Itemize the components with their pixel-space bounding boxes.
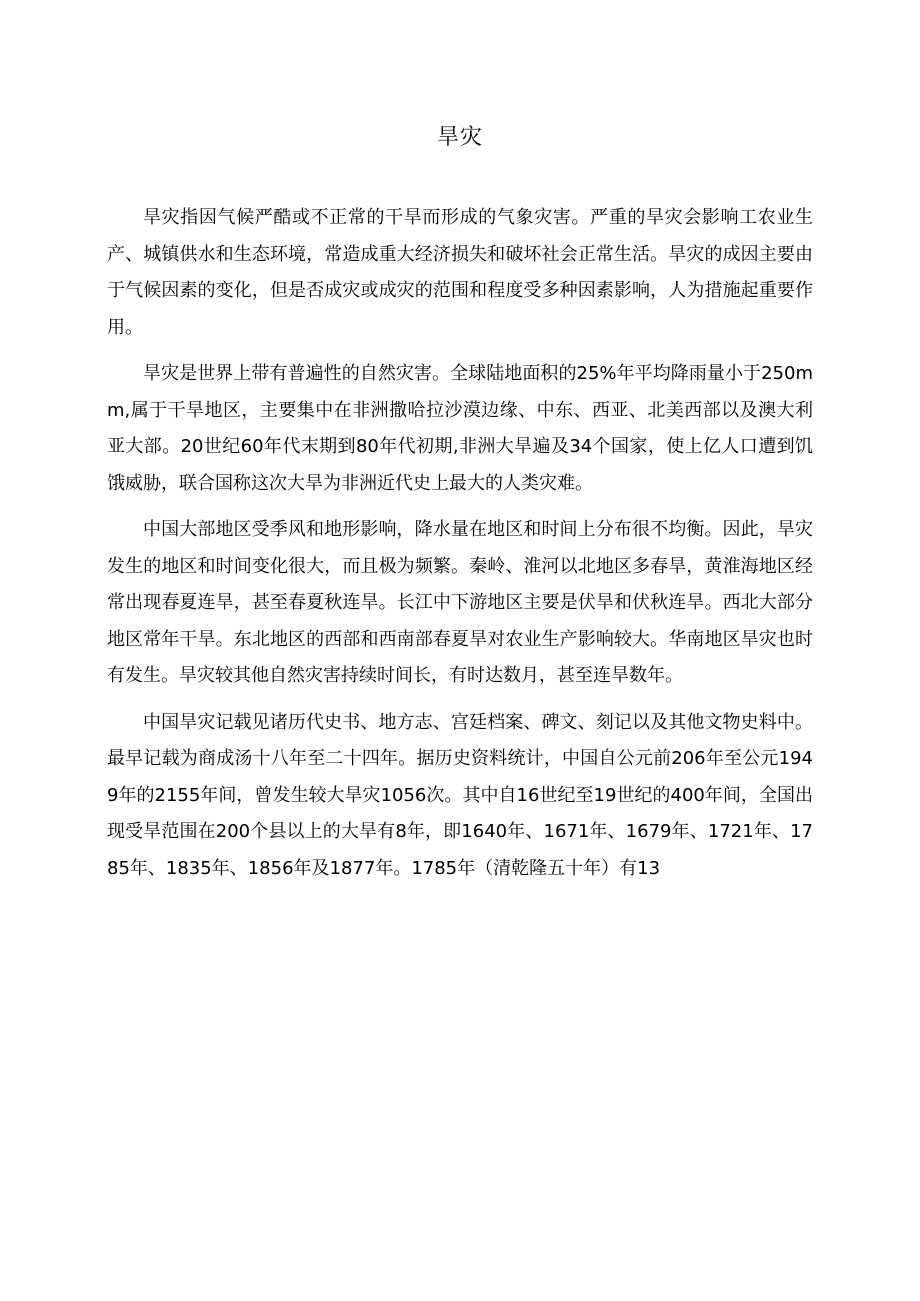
document-body bbox=[107, 200, 813, 897]
paragraph-1: 旱灾指因气候严酷或不正常的干旱而形成的气象灾害。严重的旱灾会影响工农业生产、城镇供水和生态环境，常造成重大经济损失和破坏社会正常生活。旱灾的成因主要由于气候因素的变化，但是否成灾或成灾的范围和程度受多种因素影响，人为措施起重要作用。 bbox=[107, 207, 813, 338]
paragraph-2: 旱灾是世界上带有普遍性的自然灾害。全球陆地面积的25%年平均降雨量小于250mm,属于干旱地区，主要集中在非洲撒哈拉沙漠边缘、中东、西亚、北美西部以及澳大利亚大部。20世纪60年代末期到80年代初期,非洲大旱遍及34个国家，使上亿人口遭到饥饿威胁，联合国称这次大旱为非洲近代史上最大的人类灾难。 bbox=[107, 363, 813, 494]
page-title: 旱灾 bbox=[436, 125, 483, 150]
paragraph-3: 中国大部地区受季风和地形影响，降水量在地区和时间上分布很不均衡。因此，旱灾发生的地区和时间变化很大，而且极为频繁。秦岭、淮河以北地区多春旱，黄淮海地区经常出现春夏连旱，甚至春夏秋连旱。长江中下游地区主要是伏旱和伏秋连旱。西北大部分地区常年干旱。东北地区的西部和西南部春夏旱对农业生产影响较大。华南地区旱灾也时有发生。旱灾较其他自然灾害持续时间长，有时达数月，甚至连旱数年。 bbox=[107, 519, 813, 686]
paragraph-4: 中国旱灾记载见诸历代史书、地方志、宫廷档案、碑文、刻记以及其他文物史料中。最早记载为商成汤十八年至二十四年。据历史资料统计，中国自公元前206年至公元1949年的2155年间，曾发生较大旱灾1056次。其中自16世纪至19世纪的400年间，全国出现受旱范围在200个县以上的大旱有8年，即1640年、1671年、1679年、1721年、1785年、1835年、1856年及1877年。1785年（清乾隆五十年）有13 bbox=[107, 711, 813, 879]
